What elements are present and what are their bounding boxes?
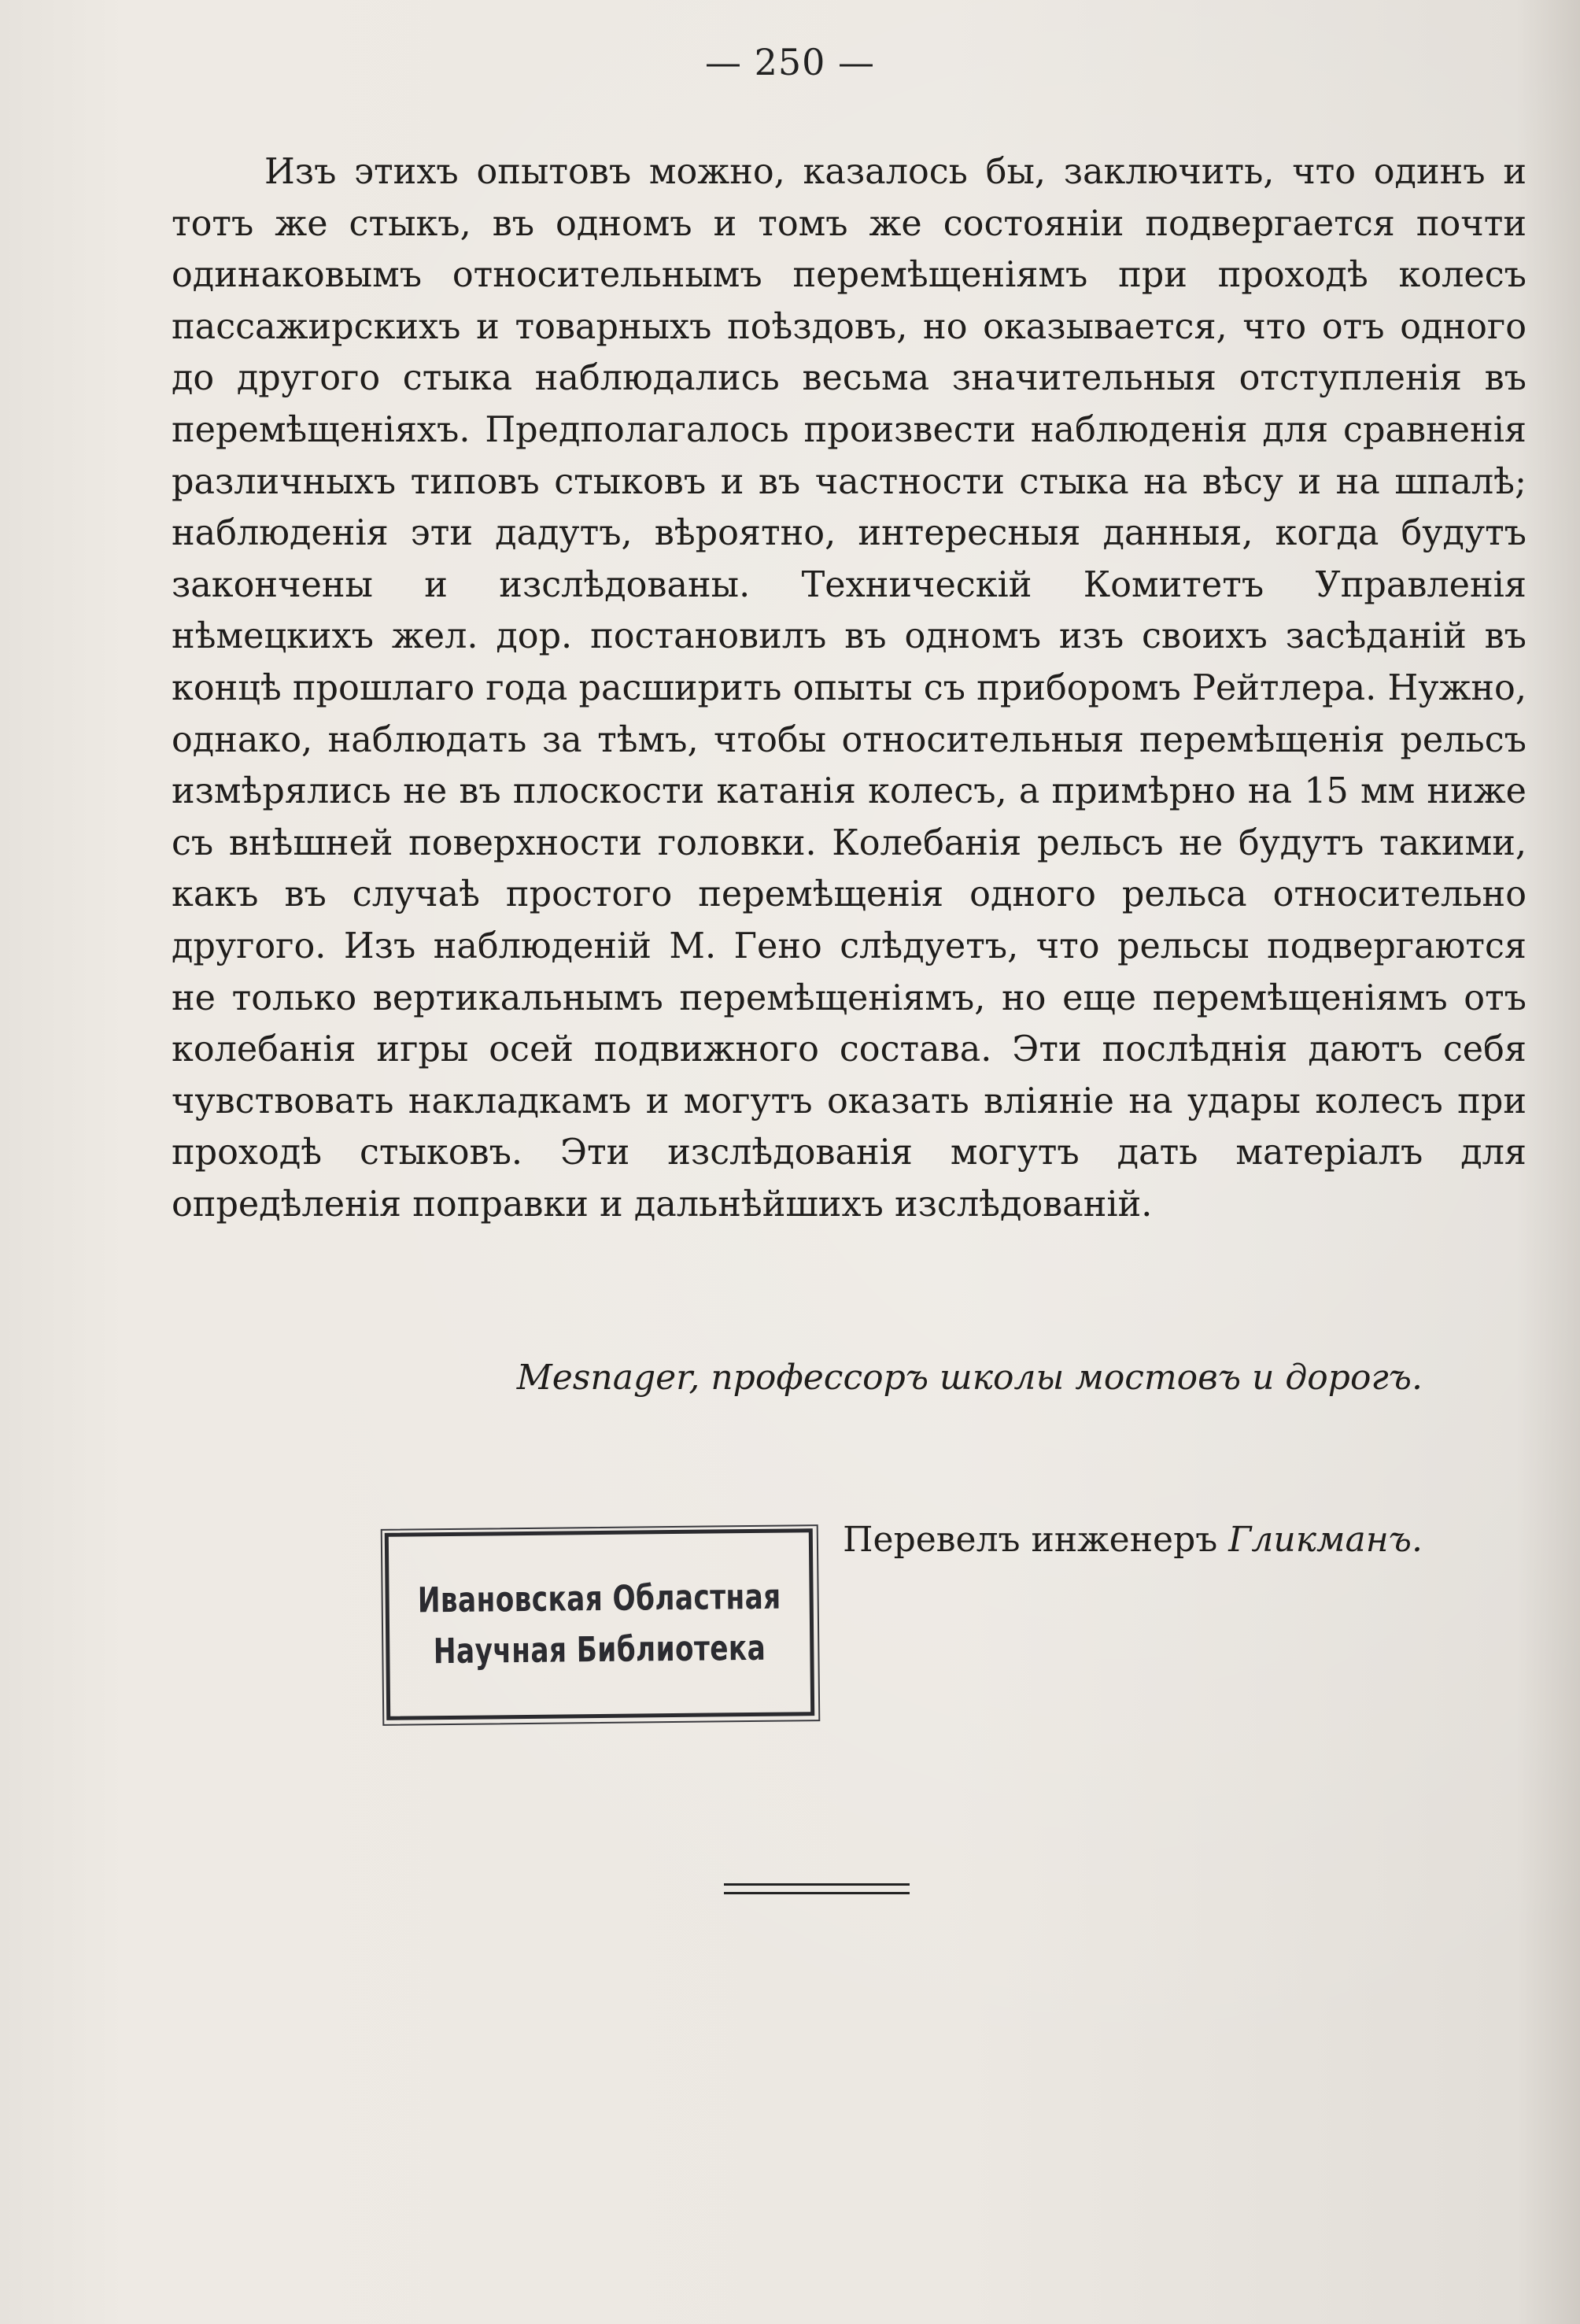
page-number: — 250 — <box>704 41 876 83</box>
library-stamp <box>385 1528 814 1720</box>
author-signature-text: Mesnager, профессоръ школы мостовъ и дорогъ. <box>516 1358 1423 1398</box>
translator-prefix: Перевелъ инженеръ <box>843 1520 1229 1560</box>
stamp-line-2: Научная Библиотека <box>433 1628 766 1672</box>
stamp-outer-frame <box>381 1524 821 1726</box>
translator-name: Гликманъ. <box>1228 1520 1423 1560</box>
body-paragraph: Изъ этихъ опытовъ можно, казалось бы, заключить, что одинъ и тотъ же стыкъ, въ одномъ и томъ же состоянiи подвергается почти одинаковымъ относительнымъ перемѣщенiямъ при проходѣ колесъ пассажирскихъ и товарныхъ поѣздовъ, но оказывается, что отъ одного до другого стыка наблюдались весьма значительныя отступленiя въ перемѣщенiяхъ. Предполагалось произвести наблюденiя для сравненiя различныхъ типовъ стыковъ и въ частности стыка на вѣсу и на шпалѣ; наблюденiя эти дадутъ, вѣроятно, интересныя данныя, когда будутъ закончены и изслѣдованы. Техническiй Комитетъ Управленiя нѣмецкихъ жел. дор. постановилъ въ одномъ изъ своихъ засѣданiй въ концѣ прошлаго года расширить опыты съ приборомъ Рейтлера. Нужно, однако, наблюдать за тѣмъ, чтобы относительныя перемѣщенiя рельсъ измѣрялись не въ плоскости катанiя колесъ, а примѣрно на 15 мм ниже съ внѣшней поверхности головки. Колебанiя рельсъ не будутъ такими, какъ въ случаѣ простого перемѣщенiя одного рельса относительно другого. Изъ наблюденiй М. Гено слѣдуетъ, что рельсы подвергаются не только вертикальнымъ перемѣщенiямъ, но еще перемѣщенiямъ отъ колебанiя игры осей подвижного состава. Эти послѣднiя даютъ себя чувствовать накладкамъ и могутъ оказать влiянiе на удары колесъ при проходѣ стыковъ. Эти изслѣдованiя могутъ дать матерiалъ для опредѣленiя поправки и дальнѣйшихъ изслѣдованiй. <box>172 152 1526 1225</box>
end-rule-bottom <box>724 1892 910 1894</box>
stamp-line-1: Ивановская Областная <box>417 1576 781 1621</box>
translator-credit <box>843 1520 1423 1560</box>
author-signature <box>517 1358 1423 1398</box>
end-rule-top <box>724 1883 910 1886</box>
